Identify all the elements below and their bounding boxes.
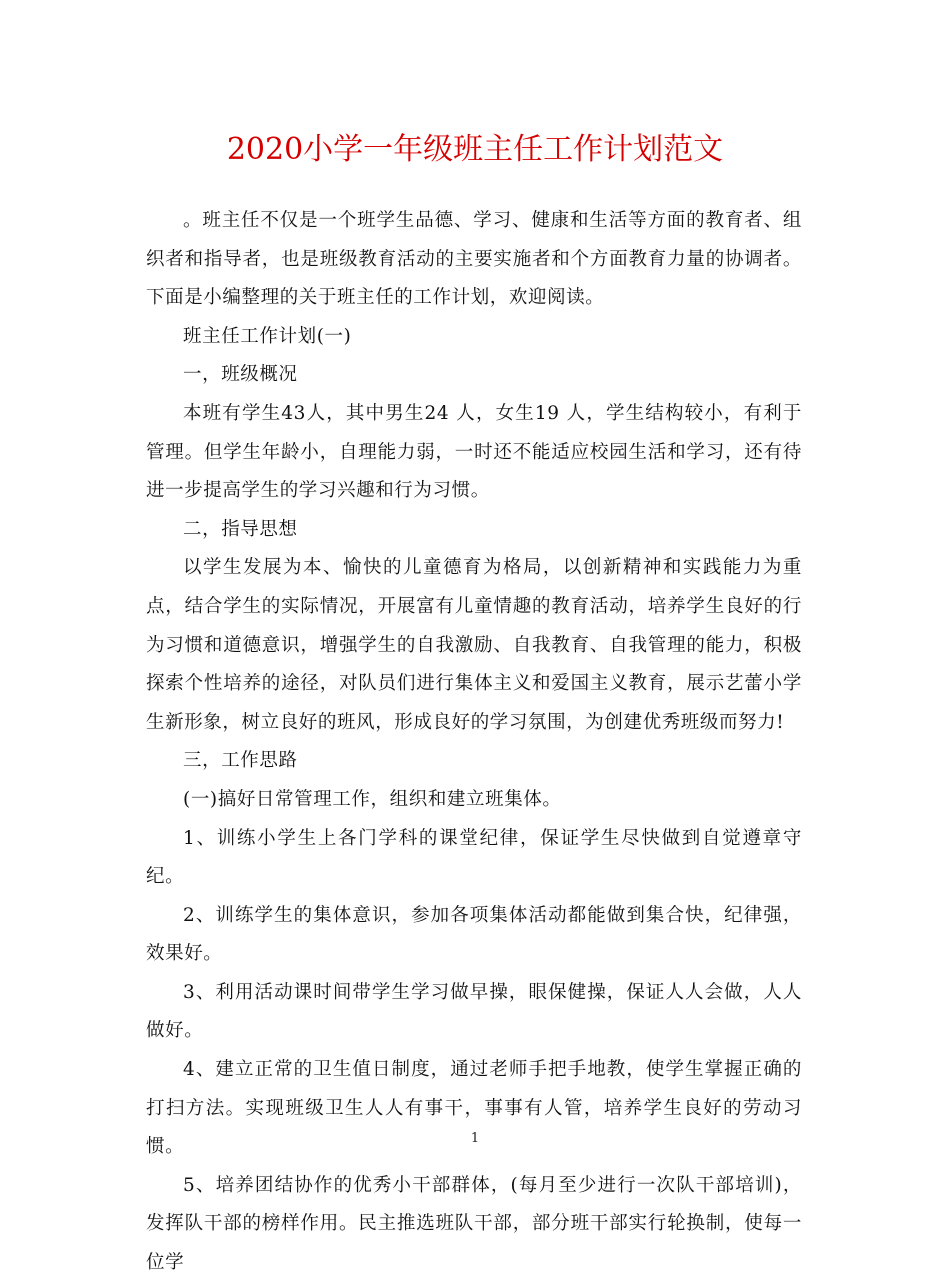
paragraph-class-overview: 本班有学生43人，其中男生24 人，女生19 人，学生结构较小，有利于管理。但学生年龄小，自理能力弱，一时还不能适应校园生活和学习，还有待进一步提高学生的学习兴趣和行为习惯。 <box>146 402 802 502</box>
page-number: 1 <box>470 1131 480 1146</box>
list-item-3: 3、利用活动课时间带学生学习做早操，眼保健操，保证人人会做，人人做好。 <box>146 981 802 1042</box>
document-body <box>146 202 802 1283</box>
section-heading-work-approach: 三，工作思路 <box>183 750 298 772</box>
paragraph-guiding-ideology: 以学生发展为本、愉快的儿童德育为格局，以创新精神和实践能力为重点，结合学生的实际情况，开展富有儿童情趣的教育活动，培养学生良好的行为习惯和道德意识，增强学生的自我激励、自我教育、自我管理的能力，积极探索个性培养的途径，对队员们进行集体主义和爱国主义教育，展示艺蕾小学生新形象，树立良好的班风，形成良好的学习氛围，为创建优秀班级而努力! <box>146 557 802 733</box>
list-item-5: 5、培养团结协作的优秀小干部群体，(每月至少进行一次队干部培训)，发挥队干部的榜样作用。民主推选班队干部，部分班干部实行轮换制，使每一位学 <box>146 1174 802 1274</box>
list-item-2: 2、训练学生的集体意识，参加各项集体活动都能做到集合快，纪律强，效果好。 <box>146 904 802 965</box>
document-title: 2020小学一年级班主任工作计划范文 <box>226 132 724 167</box>
list-item-1: 1、训练小学生上各门学科的课堂纪律，保证学生尽快做到自觉遵章守纪。 <box>146 827 802 888</box>
section-heading-guiding-ideology: 二，指导思想 <box>183 518 298 540</box>
list-item-4: 4、建立正常的卫生值日制度，通过老师手把手地教，使学生掌握正确的打扫方法。实现班级卫生人人有事干，事事有人管，培养学生良好的劳动习惯。 <box>146 1059 802 1158</box>
section-heading-plan-1: 班主任工作计划(一) <box>183 325 352 347</box>
section-heading-class-overview: 一，班级概况 <box>183 364 298 386</box>
paragraph-intro: 。班主任不仅是一个班学生品德、学习、健康和生活等方面的教育者、组织者和指导者，也是班级教育活动的主要实施者和个方面教育力量的协调者。下面是小编整理的关于班主任的工作计划，欢迎阅读。 <box>146 210 802 309</box>
subheading-daily-management: (一)搞好日常管理工作，组织和建立班集体。 <box>183 788 562 810</box>
